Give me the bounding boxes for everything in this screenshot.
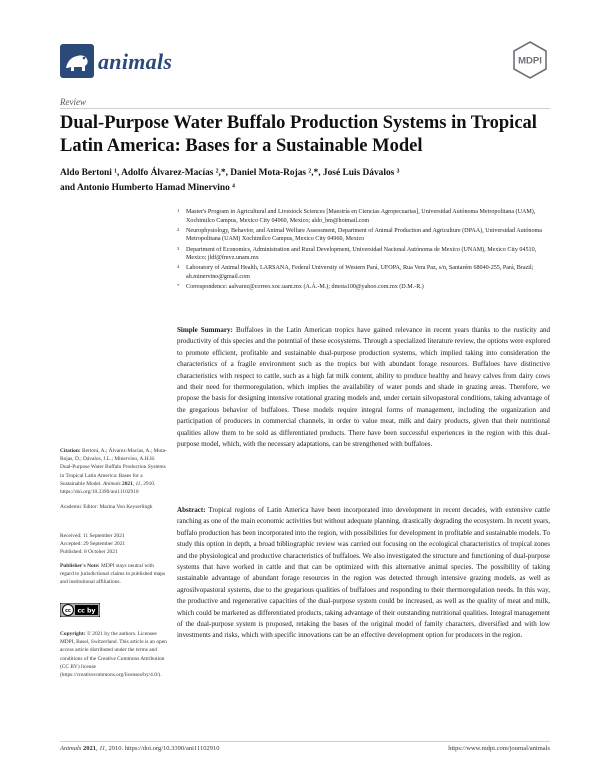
affiliation-mark: 3 xyxy=(177,245,180,251)
footer-divider xyxy=(60,741,550,742)
svg-text:cc: cc xyxy=(65,609,71,614)
footer-citation: Animals 2021, 11, 2910. https://doi.org/10.3390/ani11102910 xyxy=(60,745,220,752)
footer-journal: Animals xyxy=(60,745,82,752)
simple-summary-text: Buffaloes in the Latin American tropics have gained relevance in recent years thanks to the rusticity and productivity of this species and the potential of these ecosystems. Through a specialized literature review, the options were explored to promote efficient, profitable and sustainable dual-purpose production systems, which implied taking into consideration the characteristics of a fragile environment such as the tropics but with abundant forage resources. Buffaloes have distinctive characteristics with respect to cattle, such as a high fat milk content, ability to produce healthy and heavy calves from dairy cows and their need for thermoregulation, which implies the availability of water ponds and shade in grazing areas. Therefore, we propose the basis for designing intensive rotational grazing models and, under certain silvopastoral conditions, taking advantage of the gregarious behavior of buffaloes. These models require integral forms of management, including the organization and participation of producers in commercial channels, in order to value meat, milk and dairy products, given that their nutritional qualities allow them to be sold as differentiated products. There have been successful experiences in the region with this dual-purpose model, which, with the necessary adaptations, can be strengthened with buffaloes. xyxy=(177,326,550,449)
citation-block: Citation: Bertoni, A.; Álvarez-Macías, A.; Mota-Rojas, D.; Dávalos, J.L.; Minervino, A.H.H. Dual-Purpose Water Buffalo Production Systems in Tropical Latin America: Bases for a Sustainable Model. Animals 2021, 11, 2910. https://doi.org/10.3390/ani11102910 xyxy=(60,448,167,496)
citation-doi-link[interactable]: , 2910. https://doi.org/10.3390/ani11102910 xyxy=(60,480,156,496)
correspondence xyxy=(177,283,549,292)
journal-logo-icon xyxy=(60,44,94,78)
footer-volume: 11 xyxy=(99,745,106,752)
cc-badge-text: cc by xyxy=(77,607,96,615)
affiliation-item xyxy=(177,208,549,225)
authors-line-1: Aldo Bertoni ¹, Adolfo Álvarez-Macías ²,*, Daniel Mota-Rojas ²,*, José Luis Dávalos ³ xyxy=(60,168,400,178)
correspondence-text: Correspondence: aalvarez@correo.xoc.uam.mx (A.Á.-M.); dmota100@yahoo.com.mx (D.M.-R.) xyxy=(186,284,424,291)
abstract-label: Abstract: xyxy=(177,506,206,514)
simple-summary xyxy=(177,325,550,450)
abstract-text: Tropical regions of Latin America have been incorporated into development in recent decades, with extensive cattle ranching as one of the main economic activities but without adequate planning, drastically degrading the ecosystem. In recent years, buffalo production has been incorporated into the region, with possibilities for development in profitable and sustainable models. To study this option in depth, a broad bibliographic review was carried out focusing on the ecological characteristics of tropical zones and the physiological and productive characteristics of buffaloes. We also investigated the structure and functioning of dual-purpose systems that have worked in cattle and that can be optimized with this alternative animal species. The possibility of taking sustainable advantage of abundant forage resources in the region was detected through intensive grazing models, as well as agrosilvopastoral systems, due to the gregarious qualities of buffaloes and responding to their thermoregulation needs. In this way, the productive and regenerative capacities of the dual-purpose system could be increased, as well as the quality of meat and milk, which could be marketed as differentiated products, taking advantage of their outstanding nutritional qualities. Integral management of the dual-purpose system is proposed, retaking the bases of the original model of family characters, diversified and with low investments and risks, which with specific innovations can be an effective development option for producers in the region. xyxy=(177,506,550,640)
received-date: Received: 11 September 2021 xyxy=(60,533,125,539)
affiliation-text: Master's Program in Agricultural and Livestock Sciences [Maestría en Ciencias Agropecuarias], Universidad Autónoma Metropolitana (UAM), Xochimilco Campus, Mexico City 04960, Mexico; aldo_bm@hotmail.com xyxy=(186,209,536,224)
publisher-note xyxy=(60,562,168,587)
footer-year: 2021 xyxy=(82,745,96,752)
citation-year: 2021 xyxy=(122,480,133,487)
affiliation-item xyxy=(177,227,549,244)
affiliation-mark: 1 xyxy=(177,208,180,213)
cc-by-license-icon[interactable] xyxy=(60,603,100,617)
citation-journal: Animals xyxy=(102,480,121,487)
abstract xyxy=(177,505,550,642)
dates-block xyxy=(60,532,168,557)
publisher-note-label: Publisher's Note: xyxy=(60,563,100,569)
citation-text: Bertoni, A.; Álvarez-Macías, A.; Mota-Rojas, D.; Dávalos, J.L.; Minervino, A.H.H. Dual-Purpose Water Buffalo Production Systems in Tropical Latin America: Bases for a Sustainable Model. xyxy=(60,448,167,487)
simple-summary-label: Simple Summary: xyxy=(177,326,233,334)
accepted-date: Accepted: 29 September 2021 xyxy=(60,541,126,548)
affiliation-text: Department of Economics, Administration and Rural Development, Universidad Nacional Autónoma de Mexico (UNAM), Mexico City 04510, Mexico; jldf@fmvz.unam.mx xyxy=(186,246,537,262)
copyright-block xyxy=(60,630,168,679)
correspondence-mark: * xyxy=(177,283,180,289)
header-divider xyxy=(60,108,550,109)
affiliation-item xyxy=(177,264,549,281)
journal-name: animals xyxy=(98,49,173,74)
mdpi-logo-text: MDPI xyxy=(518,55,542,67)
affiliation-text: Neurophysiology, Behavior, and Animal Welfare Assessment, Department of Animal Production and Agriculture (DPAA), Universidad Autónoma Metropolitana (UAM) Xochimilco Campus, Mexico City 04960, Mexico xyxy=(186,227,542,243)
mdpi-logo-icon xyxy=(510,40,550,80)
affiliation-item xyxy=(177,246,549,263)
journal-url-link[interactable]: https://www.mdpi.com/journal/animals xyxy=(448,745,550,752)
affiliation-mark: 2 xyxy=(177,226,180,232)
article-type: Review xyxy=(60,97,86,107)
footer-doi-link[interactable]: , 2910. https://doi.org/10.3390/ani11102910 xyxy=(105,745,220,752)
affiliation-text: Laboratory of Animal Health, LARSANA, Federal University of Western Pará, UFOPA, Rua Vera Paz, s/n, Santarém 68040-255, Pará, Brazil; ah.minervino@gmail.com xyxy=(186,265,534,280)
citation-volume: 11 xyxy=(135,480,141,487)
author-list xyxy=(60,166,560,196)
affiliation-mark: 4 xyxy=(177,264,180,270)
publisher-note-text: MDPI stays neutral with regard to jurisdictional claims in published maps and institutional affiliations. xyxy=(60,563,166,586)
paper-title: Dual-Purpose Water Buffalo Production Systems in Tropical Latin America: Bases for a Sustainable Model xyxy=(60,113,537,156)
affiliations xyxy=(177,208,549,293)
published-date: Published: 8 October 2021 xyxy=(60,549,118,556)
copyright-label: Copyright: xyxy=(60,631,86,637)
authors-line-2: and Antonio Humberto Hamad Minervino ⁴ xyxy=(60,183,235,193)
copyright-text: © 2021 by the authors. Licensee MDPI, Basel, Switzerland. This article is an open access article distributed under the terms and conditions of the Creative Commons Attribution (CC BY) license (https://creativecommons.org/licenses/by/4.0/). xyxy=(60,631,167,679)
citation-label: Citation: xyxy=(60,448,81,454)
academic-editor: Academic Editor: Marina Von Keyserlingk xyxy=(60,504,153,510)
